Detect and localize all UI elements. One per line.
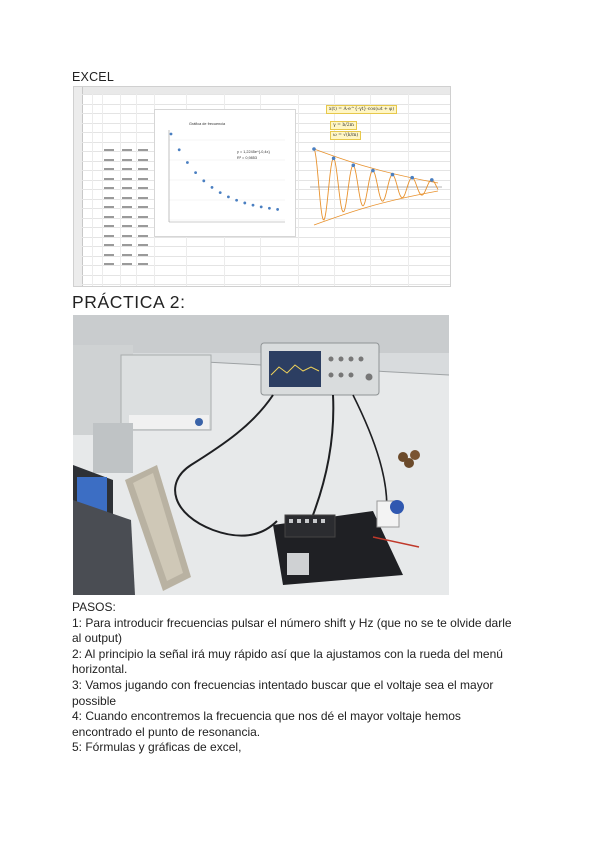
cell-value-mark [138,244,148,246]
cell-value-mark [138,187,148,189]
cell-value-mark [104,187,114,189]
cell-value-mark [104,216,114,218]
gridline-col [120,94,121,286]
cell-value-mark [138,149,148,151]
cell-value-mark [104,149,114,151]
step-line: encontrado el punto de resonancia. [72,724,261,739]
cell-value-mark [104,254,114,256]
step-line: possible [72,693,117,708]
gridline-col [102,94,103,286]
cell-value-mark [122,254,132,256]
oscillation-plot [302,97,448,247]
formula-displacement: x(t) = A·e^{-γt}·cos(ωt + φ) [326,105,397,114]
steps-header: PASOS: [72,600,116,614]
cell-value-mark [138,235,148,237]
steps-section [72,600,532,756]
cell-value-mark [104,197,114,199]
cell-value-mark [138,197,148,199]
cell-value-mark [122,197,132,199]
chart1-point [260,205,263,208]
chart1-point [252,204,255,207]
chart1-r2: R² = 0,9853 [237,156,257,160]
chart1-point [243,202,246,205]
chart1-point [186,161,189,164]
step-line: 5: Fórmulas y gráficas de excel, [72,740,242,755]
chart1-equation: y = 1,2245e^{-0,4x} [237,150,270,154]
chart1-point [227,195,230,198]
gridline-row [82,94,450,95]
practice-heading: PRÁCTICA 2: [72,292,186,312]
cell-value-mark [138,159,148,161]
lab-photo [73,315,449,595]
step-line: 4: Cuando encontremos la frecuencia que nos dé el mayor voltaje hemos [72,709,461,724]
cell-value-mark [122,206,132,208]
oscillation-peak-marker [312,147,316,151]
oscillation-peak-marker [410,176,414,180]
cell-value-mark [104,159,114,161]
step-line: 1: Para introducir frecuencias pulsar el número shift y Hz (que no se te olvide darle [72,615,512,630]
cell-value-mark [122,178,132,180]
chart1-point [268,207,271,210]
chart1-point [178,148,181,151]
cell-value-mark [122,225,132,227]
gridline-col [298,94,299,286]
formula-gamma: γ = b/2m [330,121,357,130]
chart1-point [219,191,222,194]
chart1-point [211,186,214,189]
cell-value-mark [138,168,148,170]
step-line: al output) [72,631,123,646]
step-line: horizontal. [72,662,128,677]
cell-value-mark [138,178,148,180]
cell-value-mark [122,235,132,237]
step-line: 2: Al principio la señal irá muy rápido así que la ajustamos con la rueda del menú [72,646,503,661]
cell-value-mark [104,225,114,227]
cell-value-mark [138,225,148,227]
cell-value-mark [122,168,132,170]
cell-value-mark [104,244,114,246]
gridline-row [82,265,450,266]
gridline-col [92,94,93,286]
chart1-title: Gráfica de frecuencia [189,122,226,126]
cell-value-mark [104,263,114,265]
gridline-col [136,94,137,286]
cell-value-mark [104,206,114,208]
cell-value-mark [138,263,148,265]
frequency-chart [154,109,296,237]
oscillation-peak-marker [352,164,356,168]
cell-value-mark [104,178,114,180]
cell-value-mark [138,254,148,256]
cell-value-mark [122,216,132,218]
gridline-row [82,284,450,285]
excel-screenshot [73,86,451,287]
step-line: 3: Vamos jugando con frecuencias intentado buscar que el voltaje sea el mayor [72,677,494,692]
gridline-row [82,256,450,257]
chart1-point [202,179,205,182]
cell-value-mark [122,149,132,151]
lab-setup-illustration [73,315,449,595]
excel-heading: EXCEL [72,70,114,84]
cell-value-mark [138,216,148,218]
cell-value-mark [122,244,132,246]
chart1-point [170,133,173,136]
formula-omega: ω = √(k/m) [330,131,361,140]
gridline-row [82,275,450,276]
cell-value-mark [138,206,148,208]
damped-oscillation-figure [302,97,448,247]
cell-value-mark [122,159,132,161]
oscillation-peak-marker [430,178,434,182]
cell-value-mark [104,168,114,170]
chart1-point [235,199,238,202]
chart1-point [276,208,279,211]
cell-value-mark [122,263,132,265]
oscillation-peak-marker [391,173,395,177]
chart1-point [194,171,197,174]
cell-value-mark [122,187,132,189]
cell-value-mark [104,235,114,237]
oscillation-peak-marker [371,169,375,173]
chart1-plot [155,110,295,236]
oscillation-peak-marker [332,157,336,161]
